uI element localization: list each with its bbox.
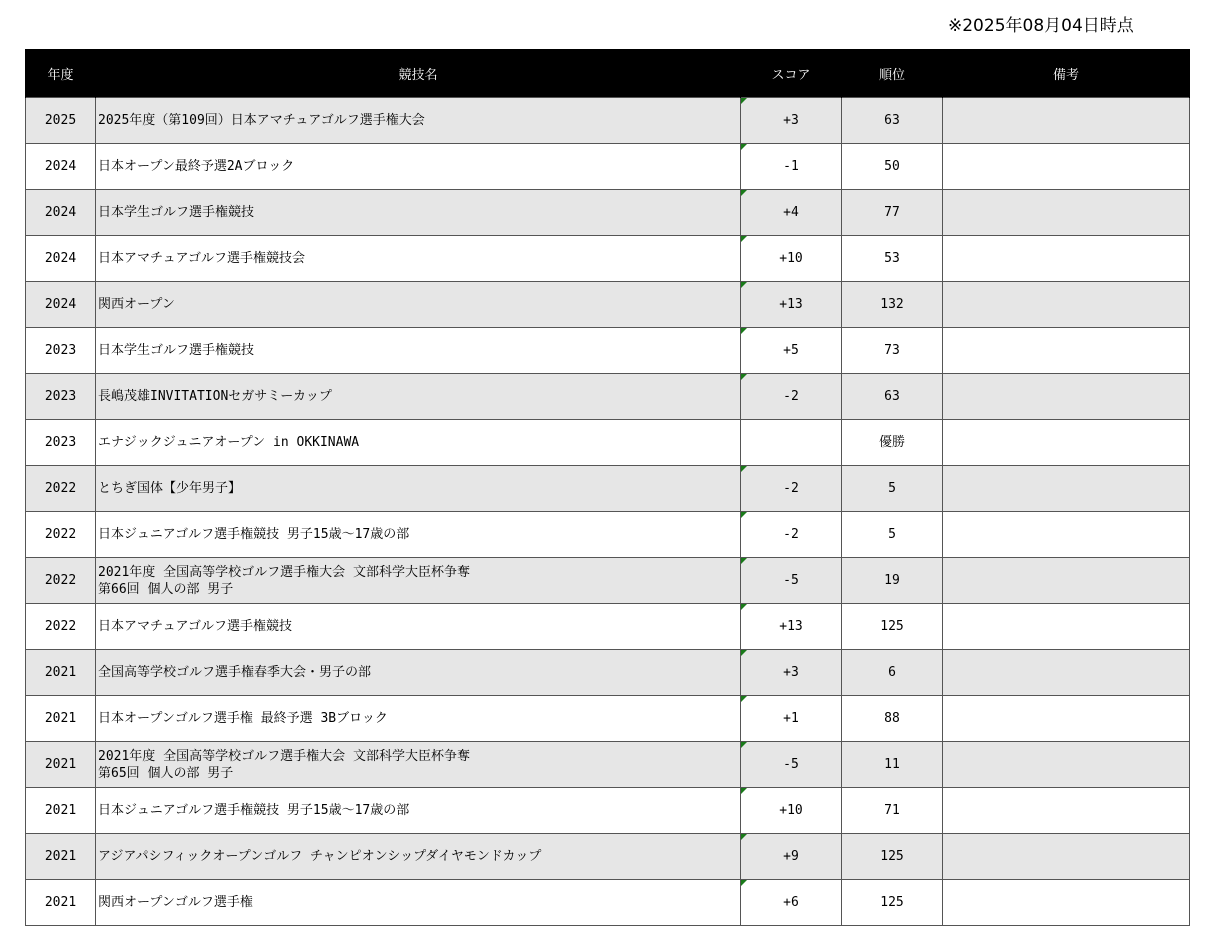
cell-comment-marker	[741, 742, 747, 748]
table-row	[26, 144, 1190, 190]
cell-notes	[943, 512, 1190, 558]
score-value: +1	[783, 711, 799, 726]
table-row	[26, 834, 1190, 880]
cell-rank: 125	[842, 834, 943, 880]
cell-rank: 63	[842, 374, 943, 420]
cell-year: 2021	[26, 834, 96, 880]
cell-year: 2021	[26, 696, 96, 742]
cell-year: 2024	[26, 190, 96, 236]
cell-year: 2024	[26, 236, 96, 282]
cell-event	[96, 696, 741, 742]
cell-rank: 5	[842, 512, 943, 558]
table-row	[26, 328, 1190, 374]
cell-rank: 優勝	[842, 420, 943, 466]
event-name-line: 日本学生ゴルフ選手権競技	[98, 205, 255, 220]
cell-notes	[943, 834, 1190, 880]
event-name-line: 第65回 個人の部 男子	[98, 765, 234, 781]
table-row	[26, 420, 1190, 466]
cell-rank: 132	[842, 282, 943, 328]
cell-notes	[943, 788, 1190, 834]
table-row	[26, 650, 1190, 696]
cell-rank: 73	[842, 328, 943, 374]
cell-score	[741, 420, 842, 466]
cell-year: 2021	[26, 650, 96, 696]
cell-score	[741, 834, 842, 880]
score-value: +10	[779, 803, 803, 818]
cell-rank: 77	[842, 190, 943, 236]
cell-rank: 125	[842, 604, 943, 650]
header-rank: 順位	[842, 49, 943, 98]
cell-year: 2023	[26, 374, 96, 420]
table-row	[26, 98, 1190, 144]
cell-year: 2022	[26, 558, 96, 604]
cell-notes	[943, 558, 1190, 604]
cell-comment-marker	[741, 558, 747, 564]
cell-comment-marker	[741, 834, 747, 840]
score-value: +3	[783, 665, 799, 680]
cell-year: 2021	[26, 788, 96, 834]
event-name-line: エナジックジュニアオープン in OKKINAWA	[98, 435, 360, 450]
header-year: 年度	[26, 49, 96, 98]
header-notes: 備考	[943, 49, 1190, 98]
cell-score	[741, 282, 842, 328]
cell-event	[96, 788, 741, 834]
cell-notes	[943, 98, 1190, 144]
cell-event	[96, 604, 741, 650]
cell-score	[741, 604, 842, 650]
cell-rank: 88	[842, 696, 943, 742]
cell-rank: 19	[842, 558, 943, 604]
score-value: +10	[779, 251, 803, 266]
cell-event	[96, 834, 741, 880]
cell-score	[741, 788, 842, 834]
cell-score	[741, 558, 842, 604]
cell-notes	[943, 880, 1190, 926]
table-row	[26, 374, 1190, 420]
cell-event	[96, 374, 741, 420]
cell-notes	[943, 190, 1190, 236]
cell-event	[96, 328, 741, 374]
cell-score	[741, 512, 842, 558]
cell-year: 2021	[26, 742, 96, 788]
cell-notes	[943, 374, 1190, 420]
score-value: +3	[783, 113, 799, 128]
cell-comment-marker	[741, 328, 747, 334]
cell-rank: 11	[842, 742, 943, 788]
table-row	[26, 236, 1190, 282]
cell-score	[741, 98, 842, 144]
cell-year: 2024	[26, 282, 96, 328]
cell-rank: 5	[842, 466, 943, 512]
cell-comment-marker	[741, 144, 747, 150]
cell-score	[741, 328, 842, 374]
cell-notes	[943, 144, 1190, 190]
cell-year: 2021	[26, 880, 96, 926]
event-name-line: 全国高等学校ゴルフ選手権春季大会・男子の部	[98, 665, 372, 680]
table-row	[26, 696, 1190, 742]
cell-score	[741, 374, 842, 420]
cell-event	[96, 236, 741, 282]
table-row	[26, 788, 1190, 834]
cell-comment-marker	[741, 282, 747, 288]
event-name-line: 日本アマチュアゴルフ選手権競技会	[98, 251, 305, 266]
cell-comment-marker	[741, 604, 747, 610]
event-name-line: 日本オープンゴルフ選手権 最終予選 3Bブロック	[98, 711, 388, 726]
score-value: -2	[783, 527, 799, 542]
cell-comment-marker	[741, 190, 747, 196]
cell-comment-marker	[741, 696, 747, 702]
cell-event	[96, 144, 741, 190]
cell-event	[96, 98, 741, 144]
cell-year: 2024	[26, 144, 96, 190]
cell-comment-marker	[741, 236, 747, 242]
score-value: -5	[783, 573, 799, 588]
cell-event	[96, 650, 741, 696]
cell-score	[741, 236, 842, 282]
event-name-line: 関西オープンゴルフ選手権	[98, 895, 253, 910]
score-value: +9	[783, 849, 799, 864]
event-name-line: 日本オープン最終予選2Aブロック	[98, 159, 295, 174]
event-name-line: 2021年度 全国高等学校ゴルフ選手権大会 文部科学大臣杯争奪	[98, 564, 470, 580]
cell-score	[741, 742, 842, 788]
event-name-line: 日本ジュニアゴルフ選手権競技 男子15歳～17歳の部	[98, 803, 410, 818]
event-name-line: アジアパシフィックオープンゴルフ チャンピオンシップダイヤモンドカップ	[98, 849, 542, 864]
event-name-line: 第66回 個人の部 男子	[98, 581, 234, 597]
cell-event	[96, 466, 741, 512]
cell-event	[96, 282, 741, 328]
cell-year: 2025	[26, 98, 96, 144]
cell-notes	[943, 650, 1190, 696]
table-row	[26, 604, 1190, 650]
cell-notes	[943, 604, 1190, 650]
cell-score	[741, 880, 842, 926]
cell-rank: 63	[842, 98, 943, 144]
event-name-line: 長嶋茂雄INVITATIONセガサミーカップ	[98, 389, 332, 404]
cell-notes	[943, 742, 1190, 788]
header-score: スコア	[741, 49, 842, 98]
cell-score	[741, 466, 842, 512]
cell-comment-marker	[741, 466, 747, 472]
table-row	[26, 742, 1190, 788]
cell-year: 2023	[26, 420, 96, 466]
cell-comment-marker	[741, 512, 747, 518]
cell-notes	[943, 236, 1190, 282]
header-row	[26, 49, 1190, 98]
score-value: -5	[783, 757, 799, 772]
cell-score	[741, 650, 842, 696]
cell-year: 2022	[26, 512, 96, 558]
score-value: +5	[783, 343, 799, 358]
cell-rank: 71	[842, 788, 943, 834]
event-name-line: 日本アマチュアゴルフ選手権競技	[98, 619, 292, 634]
event-name-line: 2025年度（第109回）日本アマチュアゴルフ選手権大会	[98, 113, 425, 128]
cell-event	[96, 742, 741, 788]
score-value: +13	[779, 297, 803, 312]
table-row	[26, 282, 1190, 328]
score-value: +13	[779, 619, 803, 634]
event-name-line: 関西オープン	[98, 297, 175, 312]
table-row	[26, 466, 1190, 512]
cell-notes	[943, 328, 1190, 374]
table-row	[26, 190, 1190, 236]
score-value: -2	[783, 481, 799, 496]
event-name-line: 日本学生ゴルフ選手権競技	[98, 343, 255, 358]
results-table	[25, 49, 1190, 926]
cell-comment-marker	[741, 374, 747, 380]
cell-comment-marker	[741, 98, 747, 104]
table-row	[26, 558, 1190, 604]
table-row	[26, 512, 1190, 558]
as-of-date: ※2025年08月04日時点	[948, 16, 1134, 36]
score-value: +4	[783, 205, 799, 220]
cell-event	[96, 190, 741, 236]
score-value: -1	[783, 159, 799, 174]
cell-year: 2022	[26, 604, 96, 650]
cell-event	[96, 880, 741, 926]
cell-event	[96, 420, 741, 466]
cell-score	[741, 144, 842, 190]
table-row	[26, 880, 1190, 926]
score-value: +6	[783, 895, 799, 910]
cell-score	[741, 190, 842, 236]
cell-comment-marker	[741, 880, 747, 886]
cell-notes	[943, 282, 1190, 328]
cell-year: 2022	[26, 466, 96, 512]
event-name-line: とちぎ国体【少年男子】	[98, 481, 242, 496]
event-name-line: 2021年度 全国高等学校ゴルフ選手権大会 文部科学大臣杯争奪	[98, 748, 470, 764]
cell-year: 2023	[26, 328, 96, 374]
cell-event	[96, 512, 741, 558]
cell-rank: 53	[842, 236, 943, 282]
cell-event	[96, 558, 741, 604]
cell-rank: 125	[842, 880, 943, 926]
cell-rank: 6	[842, 650, 943, 696]
cell-notes	[943, 420, 1190, 466]
score-value: -2	[783, 389, 799, 404]
cell-rank: 50	[842, 144, 943, 190]
cell-score	[741, 696, 842, 742]
cell-comment-marker	[741, 650, 747, 656]
event-name-line: 日本ジュニアゴルフ選手権競技 男子15歳～17歳の部	[98, 527, 410, 542]
cell-notes	[943, 466, 1190, 512]
header-event: 競技名	[96, 49, 741, 98]
cell-notes	[943, 696, 1190, 742]
cell-comment-marker	[741, 788, 747, 794]
